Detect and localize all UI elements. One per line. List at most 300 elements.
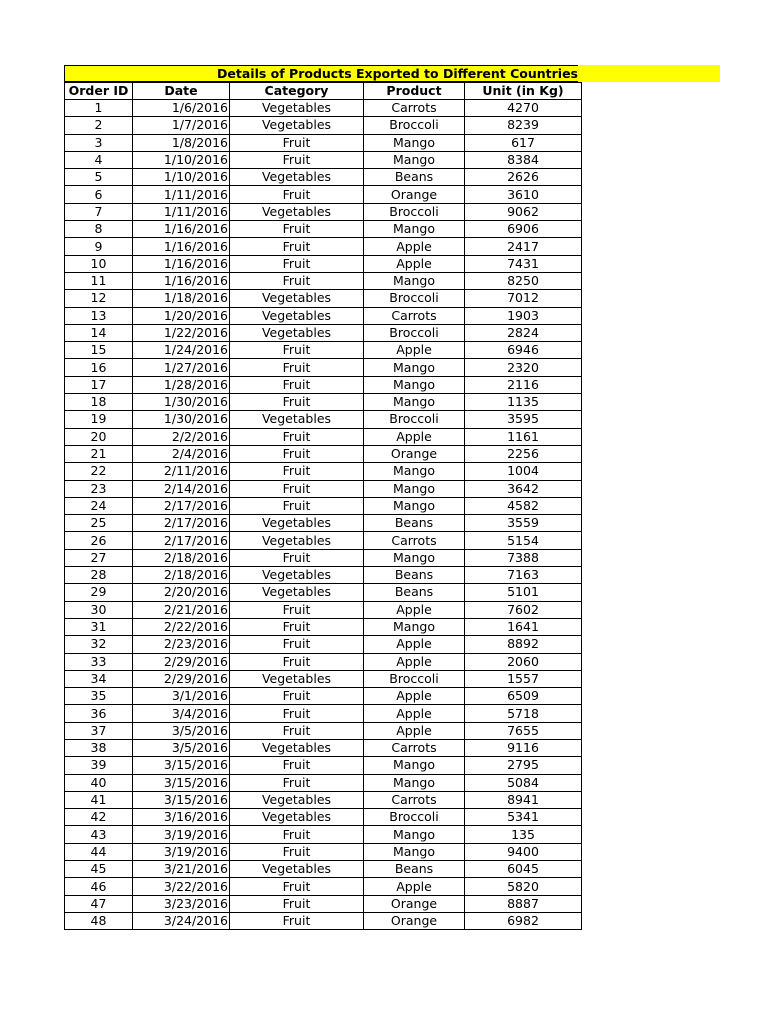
cell-date[interactable] bbox=[133, 151, 230, 168]
cell-unit[interactable]: 5154 bbox=[465, 532, 582, 549]
cell-category[interactable]: Fruit bbox=[230, 705, 364, 722]
cell-product[interactable]: Mango bbox=[364, 618, 465, 635]
cell-category[interactable]: Fruit bbox=[230, 636, 364, 653]
cell-product[interactable]: Broccoli bbox=[364, 324, 465, 341]
cell-order-id[interactable]: 42 bbox=[65, 809, 133, 826]
cell-order-id[interactable]: 18 bbox=[65, 394, 133, 411]
cell-date[interactable] bbox=[133, 843, 230, 860]
cell-category[interactable]: Fruit bbox=[230, 757, 364, 774]
table-row bbox=[65, 151, 582, 168]
cell-order-id[interactable]: 28 bbox=[65, 567, 133, 584]
table-row bbox=[65, 186, 582, 203]
cell-date[interactable] bbox=[133, 636, 230, 653]
cell-unit[interactable]: 8887 bbox=[465, 895, 582, 912]
table-row bbox=[65, 100, 582, 117]
cell-order-id[interactable]: 40 bbox=[65, 774, 133, 791]
cell-date[interactable] bbox=[133, 826, 230, 843]
cell-date[interactable] bbox=[133, 722, 230, 739]
cell-date[interactable] bbox=[133, 653, 230, 670]
date-value: 3/16/2016 bbox=[163, 809, 228, 825]
cell-unit[interactable]: 5718 bbox=[465, 705, 582, 722]
column-header-unit[interactable]: Unit (in Kg) bbox=[465, 83, 582, 100]
cell-category[interactable]: Fruit bbox=[230, 601, 364, 618]
cell-date[interactable] bbox=[133, 117, 230, 134]
cell-category[interactable]: Vegetables bbox=[230, 203, 364, 220]
cell-unit[interactable]: 9400 bbox=[465, 843, 582, 860]
column-header-date[interactable]: Date bbox=[133, 83, 230, 100]
cell-date[interactable] bbox=[133, 221, 230, 238]
cell-product[interactable]: Carrots bbox=[364, 307, 465, 324]
cell-order-id[interactable]: 33 bbox=[65, 653, 133, 670]
cell-category[interactable]: Vegetables bbox=[230, 100, 364, 117]
cell-date[interactable] bbox=[133, 324, 230, 341]
table-row bbox=[65, 307, 582, 324]
cell-product[interactable]: Orange bbox=[364, 445, 465, 462]
cell-order-id[interactable]: 25 bbox=[65, 515, 133, 532]
cell-unit[interactable]: 8239 bbox=[465, 117, 582, 134]
cell-category[interactable]: Fruit bbox=[230, 272, 364, 289]
exports-table bbox=[64, 82, 582, 930]
cell-order-id[interactable]: 14 bbox=[65, 324, 133, 341]
cell-category[interactable]: Vegetables bbox=[230, 307, 364, 324]
cell-date[interactable] bbox=[133, 809, 230, 826]
cell-product[interactable]: Beans bbox=[364, 567, 465, 584]
date-value: 3/4/2016 bbox=[171, 705, 228, 721]
cell-unit[interactable]: 7163 bbox=[465, 567, 582, 584]
cell-product[interactable]: Apple bbox=[364, 688, 465, 705]
cell-category[interactable]: Fruit bbox=[230, 134, 364, 151]
cell-product[interactable]: Mango bbox=[364, 480, 465, 497]
table-row bbox=[65, 618, 582, 635]
cell-product[interactable]: Beans bbox=[364, 169, 465, 186]
date-value: 3/15/2016 bbox=[163, 774, 228, 790]
cell-category[interactable]: Fruit bbox=[230, 394, 364, 411]
cell-product[interactable]: Apple bbox=[364, 705, 465, 722]
cell-product[interactable]: Mango bbox=[364, 843, 465, 860]
cell-date[interactable] bbox=[133, 238, 230, 255]
date-value: 2/29/2016 bbox=[163, 670, 228, 686]
cell-order-id[interactable]: 20 bbox=[65, 428, 133, 445]
cell-unit[interactable]: 3610 bbox=[465, 186, 582, 203]
cell-unit[interactable]: 6509 bbox=[465, 688, 582, 705]
table-row bbox=[65, 809, 582, 826]
cell-order-id[interactable]: 23 bbox=[65, 480, 133, 497]
cell-date[interactable] bbox=[133, 515, 230, 532]
cell-category[interactable]: Vegetables bbox=[230, 117, 364, 134]
date-value: 2/11/2016 bbox=[163, 463, 228, 479]
cell-date[interactable] bbox=[133, 428, 230, 445]
cell-date[interactable] bbox=[133, 290, 230, 307]
cell-unit[interactable]: 1903 bbox=[465, 307, 582, 324]
cell-unit[interactable]: 8250 bbox=[465, 272, 582, 289]
cell-category[interactable]: Vegetables bbox=[230, 567, 364, 584]
table-row bbox=[65, 670, 582, 687]
cell-unit[interactable]: 2824 bbox=[465, 324, 582, 341]
cell-date[interactable] bbox=[133, 100, 230, 117]
cell-unit[interactable]: 5084 bbox=[465, 774, 582, 791]
cell-date[interactable] bbox=[133, 549, 230, 566]
cell-order-id[interactable]: 22 bbox=[65, 463, 133, 480]
table-row bbox=[65, 203, 582, 220]
cell-date[interactable] bbox=[133, 411, 230, 428]
cell-category[interactable]: Fruit bbox=[230, 843, 364, 860]
table-row bbox=[65, 549, 582, 566]
date-value: 1/18/2016 bbox=[163, 290, 228, 306]
cell-date[interactable] bbox=[133, 359, 230, 376]
cell-unit[interactable]: 2116 bbox=[465, 376, 582, 393]
date-value: 1/10/2016 bbox=[163, 169, 228, 185]
cell-product[interactable]: Apple bbox=[364, 722, 465, 739]
cell-order-id[interactable]: 39 bbox=[65, 757, 133, 774]
table-row bbox=[65, 324, 582, 341]
cell-category[interactable]: Fruit bbox=[230, 826, 364, 843]
cell-order-id[interactable]: 17 bbox=[65, 376, 133, 393]
cell-category[interactable]: Vegetables bbox=[230, 739, 364, 756]
cell-product[interactable]: Carrots bbox=[364, 791, 465, 808]
cell-product[interactable]: Apple bbox=[364, 342, 465, 359]
cell-category[interactable]: Vegetables bbox=[230, 515, 364, 532]
cell-date[interactable] bbox=[133, 376, 230, 393]
table-row bbox=[65, 515, 582, 532]
cell-date[interactable] bbox=[133, 532, 230, 549]
cell-date[interactable] bbox=[133, 480, 230, 497]
cell-date[interactable] bbox=[133, 567, 230, 584]
date-value: 1/11/2016 bbox=[163, 203, 228, 219]
cell-order-id[interactable]: 37 bbox=[65, 722, 133, 739]
cell-unit[interactable]: 1004 bbox=[465, 463, 582, 480]
cell-order-id[interactable]: 35 bbox=[65, 688, 133, 705]
cell-unit[interactable]: 8892 bbox=[465, 636, 582, 653]
cell-category[interactable]: Fruit bbox=[230, 722, 364, 739]
cell-product[interactable]: Mango bbox=[364, 549, 465, 566]
date-value: 1/6/2016 bbox=[171, 100, 228, 116]
cell-unit[interactable]: 1641 bbox=[465, 618, 582, 635]
cell-unit[interactable]: 6906 bbox=[465, 221, 582, 238]
cell-order-id[interactable]: 36 bbox=[65, 705, 133, 722]
cell-unit[interactable]: 9062 bbox=[465, 203, 582, 220]
cell-order-id[interactable]: 16 bbox=[65, 359, 133, 376]
cell-order-id[interactable]: 6 bbox=[65, 186, 133, 203]
cell-category[interactable]: Fruit bbox=[230, 376, 364, 393]
cell-category[interactable]: Fruit bbox=[230, 497, 364, 514]
cell-order-id[interactable]: 2 bbox=[65, 117, 133, 134]
cell-date[interactable] bbox=[133, 169, 230, 186]
cell-product[interactable]: Mango bbox=[364, 376, 465, 393]
date-value: 3/15/2016 bbox=[163, 757, 228, 773]
date-value: 2/22/2016 bbox=[163, 619, 228, 635]
cell-unit[interactable]: 2060 bbox=[465, 653, 582, 670]
cell-unit[interactable]: 1557 bbox=[465, 670, 582, 687]
cell-unit[interactable]: 2626 bbox=[465, 169, 582, 186]
table-row bbox=[65, 861, 582, 878]
cell-product[interactable]: Apple bbox=[364, 601, 465, 618]
date-value: 1/16/2016 bbox=[163, 255, 228, 271]
cell-category[interactable]: Vegetables bbox=[230, 169, 364, 186]
cell-order-id[interactable]: 7 bbox=[65, 203, 133, 220]
cell-unit[interactable]: 5101 bbox=[465, 584, 582, 601]
cell-product[interactable]: Broccoli bbox=[364, 670, 465, 687]
cell-unit[interactable]: 7602 bbox=[465, 601, 582, 618]
cell-product[interactable]: Beans bbox=[364, 861, 465, 878]
date-value: 1/22/2016 bbox=[163, 325, 228, 340]
column-header-order-id[interactable]: Order ID bbox=[65, 83, 133, 100]
cell-category[interactable]: Fruit bbox=[230, 428, 364, 445]
table-row bbox=[65, 342, 582, 359]
table-row bbox=[65, 636, 582, 653]
cell-product[interactable]: Mango bbox=[364, 774, 465, 791]
cell-unit[interactable]: 5820 bbox=[465, 878, 582, 895]
cell-product[interactable]: Mango bbox=[364, 272, 465, 289]
cell-product[interactable]: Beans bbox=[364, 584, 465, 601]
cell-order-id[interactable]: 43 bbox=[65, 826, 133, 843]
cell-date[interactable] bbox=[133, 861, 230, 878]
cell-date[interactable] bbox=[133, 601, 230, 618]
table-row bbox=[65, 428, 582, 445]
cell-category[interactable]: Fruit bbox=[230, 238, 364, 255]
cell-product[interactable]: Carrots bbox=[364, 532, 465, 549]
cell-unit[interactable]: 7388 bbox=[465, 549, 582, 566]
cell-product[interactable]: Apple bbox=[364, 255, 465, 272]
cell-order-id[interactable]: 3 bbox=[65, 134, 133, 151]
cell-order-id[interactable]: 27 bbox=[65, 549, 133, 566]
cell-date[interactable] bbox=[133, 307, 230, 324]
cell-category[interactable]: Vegetables bbox=[230, 791, 364, 808]
cell-product[interactable]: Mango bbox=[364, 221, 465, 238]
cell-order-id[interactable]: 48 bbox=[65, 912, 133, 929]
table-row bbox=[65, 567, 582, 584]
cell-unit[interactable]: 7431 bbox=[465, 255, 582, 272]
cell-order-id[interactable]: 11 bbox=[65, 272, 133, 289]
cell-order-id[interactable]: 5 bbox=[65, 169, 133, 186]
cell-unit[interactable]: 4582 bbox=[465, 497, 582, 514]
cell-date[interactable] bbox=[133, 497, 230, 514]
cell-unit[interactable]: 3559 bbox=[465, 515, 582, 532]
cell-date[interactable] bbox=[133, 445, 230, 462]
cell-category[interactable]: Fruit bbox=[230, 618, 364, 635]
cell-order-id[interactable]: 31 bbox=[65, 618, 133, 635]
date-value: 3/19/2016 bbox=[163, 843, 228, 859]
date-value: 2/21/2016 bbox=[163, 601, 228, 617]
cell-order-id[interactable]: 15 bbox=[65, 342, 133, 359]
cell-unit[interactable]: 7012 bbox=[465, 290, 582, 307]
cell-unit[interactable]: 3642 bbox=[465, 480, 582, 497]
cell-unit[interactable]: 3595 bbox=[465, 411, 582, 428]
cell-date[interactable] bbox=[133, 134, 230, 151]
table-row bbox=[65, 843, 582, 860]
cell-date[interactable] bbox=[133, 255, 230, 272]
cell-category[interactable]: Fruit bbox=[230, 688, 364, 705]
cell-product[interactable]: Mango bbox=[364, 359, 465, 376]
cell-date[interactable] bbox=[133, 912, 230, 929]
date-value: 3/1/2016 bbox=[171, 688, 228, 704]
cell-category[interactable]: Vegetables bbox=[230, 861, 364, 878]
cell-product[interactable]: Broccoli bbox=[364, 290, 465, 307]
cell-unit[interactable]: 1161 bbox=[465, 428, 582, 445]
date-value: 3/24/2016 bbox=[163, 913, 228, 929]
cell-unit[interactable]: 5341 bbox=[465, 809, 582, 826]
cell-order-id[interactable]: 46 bbox=[65, 878, 133, 895]
cell-product[interactable]: Mango bbox=[364, 134, 465, 151]
cell-unit[interactable]: 2320 bbox=[465, 359, 582, 376]
cell-category[interactable]: Fruit bbox=[230, 186, 364, 203]
cell-unit[interactable]: 617 bbox=[465, 134, 582, 151]
cell-unit[interactable]: 9116 bbox=[465, 739, 582, 756]
cell-order-id[interactable]: 47 bbox=[65, 895, 133, 912]
cell-product[interactable]: Broccoli bbox=[364, 809, 465, 826]
cell-category[interactable]: Fruit bbox=[230, 653, 364, 670]
cell-category[interactable]: Vegetables bbox=[230, 584, 364, 601]
cell-product[interactable]: Orange bbox=[364, 895, 465, 912]
cell-order-id[interactable]: 19 bbox=[65, 411, 133, 428]
cell-order-id[interactable]: 8 bbox=[65, 221, 133, 238]
cell-category[interactable]: Fruit bbox=[230, 255, 364, 272]
cell-product[interactable]: Apple bbox=[364, 878, 465, 895]
cell-order-id[interactable]: 32 bbox=[65, 636, 133, 653]
cell-category[interactable]: Vegetables bbox=[230, 670, 364, 687]
cell-product[interactable]: Mango bbox=[364, 394, 465, 411]
date-value: 3/5/2016 bbox=[171, 722, 228, 738]
cell-order-id[interactable]: 24 bbox=[65, 497, 133, 514]
cell-date[interactable] bbox=[133, 688, 230, 705]
cell-product[interactable]: Apple bbox=[364, 238, 465, 255]
cell-product[interactable]: Orange bbox=[364, 912, 465, 929]
date-value: 1/16/2016 bbox=[163, 221, 228, 237]
table-row bbox=[65, 912, 582, 929]
cell-product[interactable]: Mango bbox=[364, 463, 465, 480]
cell-unit[interactable]: 1135 bbox=[465, 394, 582, 411]
cell-order-id[interactable]: 41 bbox=[65, 791, 133, 808]
date-value: 1/28/2016 bbox=[163, 376, 228, 392]
cell-unit[interactable]: 135 bbox=[465, 826, 582, 843]
cell-date[interactable] bbox=[133, 272, 230, 289]
cell-order-id[interactable]: 38 bbox=[65, 739, 133, 756]
cell-date[interactable] bbox=[133, 342, 230, 359]
cell-date[interactable] bbox=[133, 791, 230, 808]
cell-order-id[interactable]: 26 bbox=[65, 532, 133, 549]
cell-order-id[interactable]: 44 bbox=[65, 843, 133, 860]
date-value: 2/20/2016 bbox=[163, 584, 228, 600]
cell-product[interactable]: Mango bbox=[364, 151, 465, 168]
cell-date[interactable] bbox=[133, 463, 230, 480]
date-value: 1/16/2016 bbox=[163, 273, 228, 289]
cell-unit[interactable]: 6982 bbox=[465, 912, 582, 929]
cell-unit[interactable]: 2256 bbox=[465, 445, 582, 462]
table-row bbox=[65, 463, 582, 480]
table-row bbox=[65, 376, 582, 393]
cell-product[interactable]: Broccoli bbox=[364, 203, 465, 220]
cell-order-id[interactable]: 12 bbox=[65, 290, 133, 307]
cell-unit[interactable]: 6946 bbox=[465, 342, 582, 359]
date-value: 2/14/2016 bbox=[163, 480, 228, 496]
cell-category[interactable]: Fruit bbox=[230, 445, 364, 462]
cell-unit[interactable]: 8384 bbox=[465, 151, 582, 168]
date-value: 1/20/2016 bbox=[163, 307, 228, 323]
date-value: 2/2/2016 bbox=[171, 428, 228, 444]
cell-unit[interactable]: 7655 bbox=[465, 722, 582, 739]
cell-product[interactable]: Broccoli bbox=[364, 117, 465, 134]
cell-product[interactable]: Mango bbox=[364, 497, 465, 514]
cell-product[interactable]: Broccoli bbox=[364, 411, 465, 428]
cell-order-id[interactable]: 45 bbox=[65, 861, 133, 878]
cell-date[interactable] bbox=[133, 394, 230, 411]
cell-category[interactable]: Vegetables bbox=[230, 324, 364, 341]
cell-category[interactable]: Fruit bbox=[230, 359, 364, 376]
cell-date[interactable] bbox=[133, 203, 230, 220]
date-value: 3/19/2016 bbox=[163, 826, 228, 842]
cell-product[interactable]: Apple bbox=[364, 653, 465, 670]
cell-category[interactable]: Fruit bbox=[230, 342, 364, 359]
cell-date[interactable] bbox=[133, 739, 230, 756]
cell-category[interactable]: Vegetables bbox=[230, 290, 364, 307]
cell-order-id[interactable]: 34 bbox=[65, 670, 133, 687]
table-row bbox=[65, 394, 582, 411]
cell-order-id[interactable]: 29 bbox=[65, 584, 133, 601]
cell-date[interactable] bbox=[133, 757, 230, 774]
cell-date[interactable] bbox=[133, 705, 230, 722]
cell-category[interactable]: Fruit bbox=[230, 895, 364, 912]
cell-unit[interactable]: 8941 bbox=[465, 791, 582, 808]
cell-product[interactable]: Carrots bbox=[364, 100, 465, 117]
column-header-product[interactable]: Product bbox=[364, 83, 465, 100]
date-value: 1/30/2016 bbox=[163, 394, 228, 410]
cell-date[interactable] bbox=[133, 618, 230, 635]
cell-product[interactable]: Mango bbox=[364, 826, 465, 843]
cell-unit[interactable]: 2417 bbox=[465, 238, 582, 255]
cell-date[interactable] bbox=[133, 774, 230, 791]
cell-order-id[interactable]: 4 bbox=[65, 151, 133, 168]
cell-category[interactable]: Vegetables bbox=[230, 809, 364, 826]
cell-category[interactable]: Fruit bbox=[230, 912, 364, 929]
cell-product[interactable]: Carrots bbox=[364, 739, 465, 756]
cell-unit[interactable]: 6045 bbox=[465, 861, 582, 878]
cell-date[interactable] bbox=[133, 186, 230, 203]
column-header-category[interactable]: Category bbox=[230, 83, 364, 100]
cell-category[interactable]: Fruit bbox=[230, 221, 364, 238]
cell-category[interactable]: Fruit bbox=[230, 549, 364, 566]
cell-category[interactable]: Fruit bbox=[230, 463, 364, 480]
cell-order-id[interactable]: 13 bbox=[65, 307, 133, 324]
cell-order-id[interactable]: 21 bbox=[65, 445, 133, 462]
cell-order-id[interactable]: 1 bbox=[65, 100, 133, 117]
cell-product[interactable]: Mango bbox=[364, 757, 465, 774]
date-value: 2/17/2016 bbox=[163, 515, 228, 531]
table-row bbox=[65, 497, 582, 514]
cell-category[interactable]: Vegetables bbox=[230, 532, 364, 549]
cell-date[interactable] bbox=[133, 670, 230, 687]
date-value: 2/4/2016 bbox=[171, 446, 228, 462]
date-value: 2/18/2016 bbox=[163, 549, 228, 565]
cell-date[interactable] bbox=[133, 895, 230, 912]
cell-product[interactable]: Orange bbox=[364, 186, 465, 203]
cell-category[interactable]: Fruit bbox=[230, 774, 364, 791]
cell-unit[interactable]: 2795 bbox=[465, 757, 582, 774]
cell-product[interactable]: Beans bbox=[364, 515, 465, 532]
date-value: 3/5/2016 bbox=[171, 740, 228, 756]
cell-date[interactable] bbox=[133, 584, 230, 601]
cell-product[interactable]: Apple bbox=[364, 428, 465, 445]
cell-category[interactable]: Fruit bbox=[230, 151, 364, 168]
cell-date[interactable] bbox=[133, 878, 230, 895]
cell-category[interactable]: Fruit bbox=[230, 480, 364, 497]
cell-order-id[interactable]: 30 bbox=[65, 601, 133, 618]
cell-product[interactable]: Apple bbox=[364, 636, 465, 653]
cell-order-id[interactable]: 9 bbox=[65, 238, 133, 255]
cell-order-id[interactable]: 10 bbox=[65, 255, 133, 272]
cell-category[interactable]: Fruit bbox=[230, 878, 364, 895]
table-row bbox=[65, 739, 582, 756]
cell-unit[interactable]: 4270 bbox=[465, 100, 582, 117]
cell-category[interactable]: Vegetables bbox=[230, 411, 364, 428]
